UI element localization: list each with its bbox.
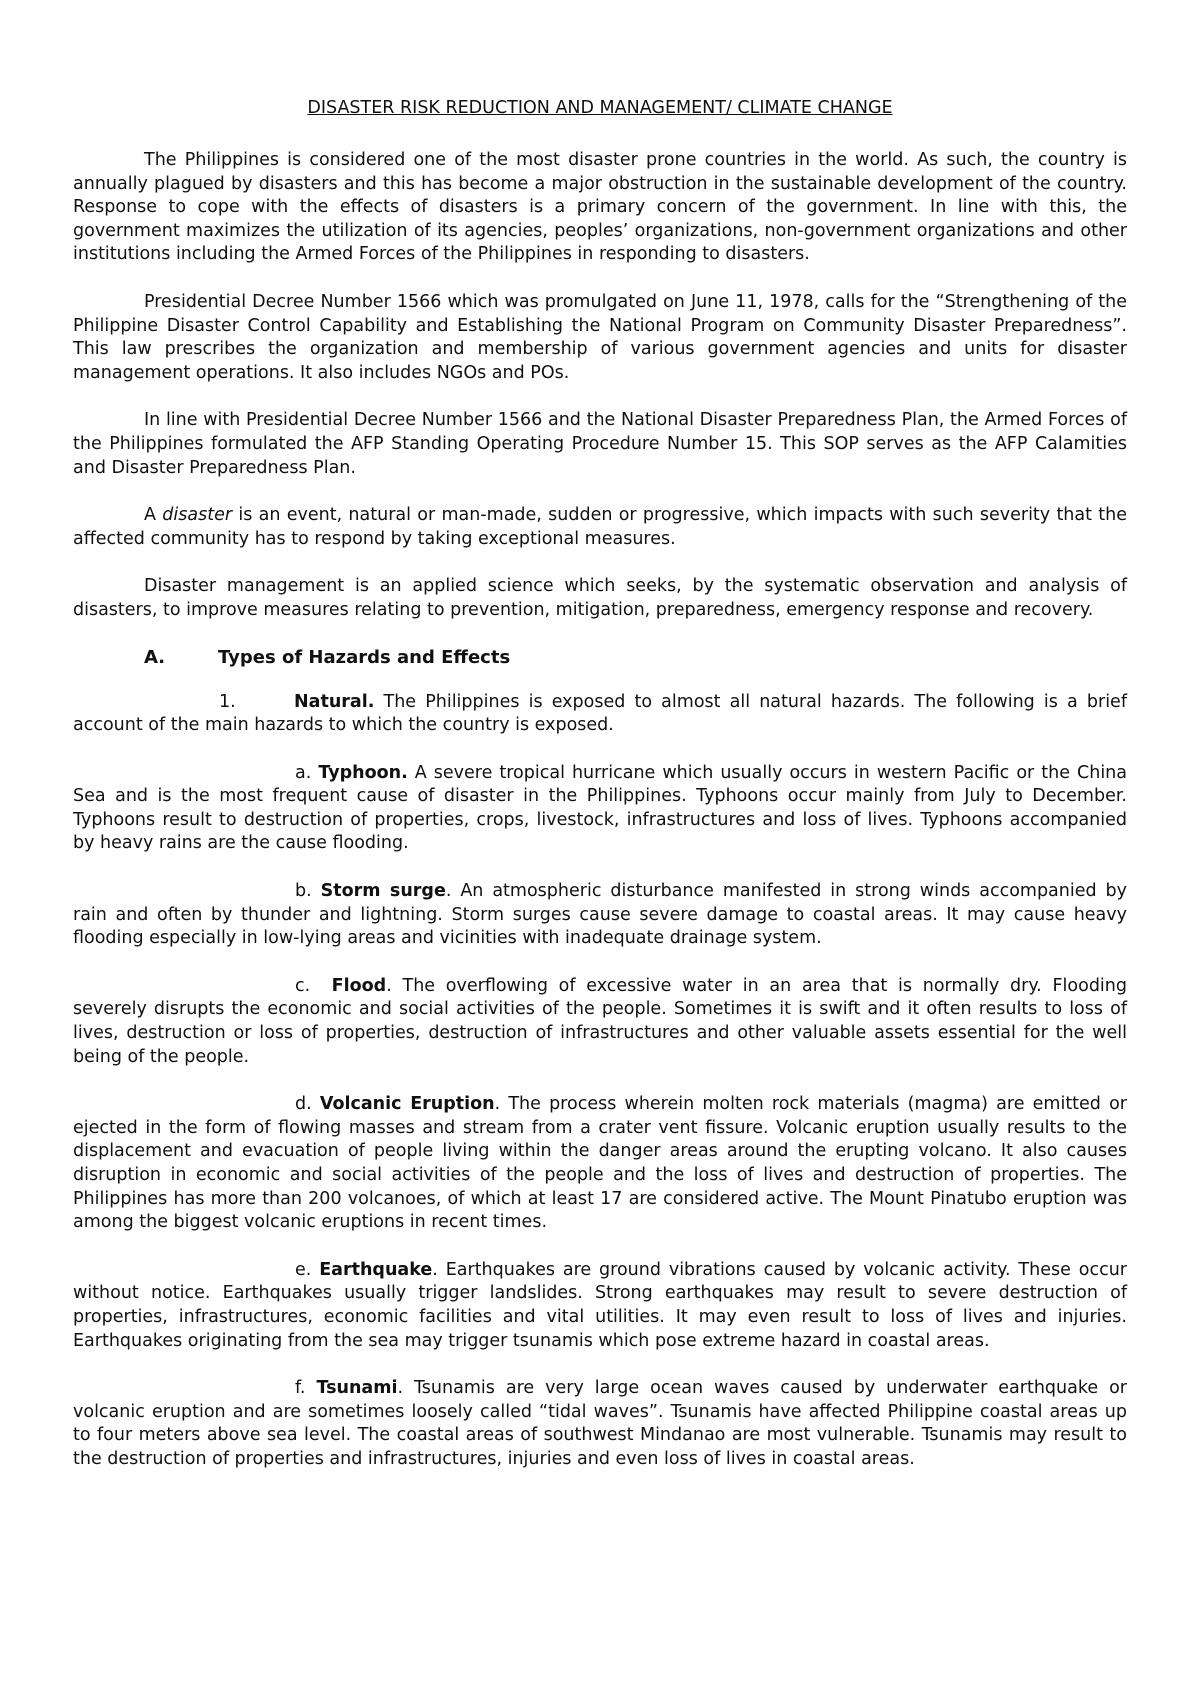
hazard-text: . An atmospheric disturbance manifested in strong winds accompanied by rain and often by thunder and lightning. Storm surges cause severe damage to coastal areas. It may cause heavy flooding especially in low-lying areas and vicinities with inadequate drainage system.	[73, 881, 1128, 949]
hazard-text: . Earthquakes are ground vibrations caused by volcanic activity. These occur without notice. Earthquakes usually trigger landslides. Strong earthquakes may result to severe destruction of properties, infrastructures, economic facilities and vital utilities. It may even result to loss of lives and injuries. Earthquakes originating from the sea may trigger tsunamis which pose extreme hazard in coastal areas.	[73, 1259, 1127, 1351]
hazard-text: . Tsunamis are very large ocean waves caused by underwater earthquake or volcanic eruption and are sometimes loosely called “tidal waves”. Tsunamis have affected Philippine coastal areas up to four meters above sea level. The coastal areas of southwest Mindanao are most vulnerable. Tsunamis may result to the destruction of properties and infrastructures, injuries and even loss of lives in coastal areas.	[73, 1378, 1128, 1469]
disaster-definition-text: is an event, natural or man-made, sudden or progressive, which impacts with such severity that the affected community has to respond by taking exceptional measures.	[73, 505, 1127, 549]
section-a-title: Types of Hazards and Effects	[218, 646, 511, 668]
hazard-text: . The process wherein molten rock materials (magma) are emitted or ejected in the form of flowing masses and stream from a crater vent fissure. Volcanic eruption usually results to the displacement and evacuation of people living within the danger areas around the erupting volcano. It also causes disruption in economic and social activities of the people and the loss of lives and destruction of properties. The Philippines has more than 200 volcanoes, of which at least 17 are considered active. The Mount Pinatubo eruption was among the biggest volcanic eruptions in recent times.	[73, 1094, 1127, 1233]
hazard-storm-surge	[73, 880, 1127, 951]
hazard-marker: f.	[295, 1378, 317, 1399]
hazard-typhoon	[73, 762, 1127, 856]
hazard-name: Typhoon.	[318, 762, 408, 783]
intro-paragraph-philippines: The Philippines is considered one of the most disaster prone countries in the world. As such, the country is annually plagued by disasters and this has become a major obstruction in the sustainable development of the country. Response to cope with the effects of disasters is a primary concern of the government. In line with this, the government maximizes the utilization of its agencies, peoples’ organizations, non-government organizations and other institutions including the Armed Forces of the Philippines in responding to disasters.	[73, 150, 1127, 265]
section-a-letter: A.	[144, 646, 166, 668]
disaster-definition-prefix: A	[144, 505, 163, 526]
hazard-text: . The overflowing of excessive water in an area that is normally dry. Flooding severely disrupts the economic and social activities of the people. Sometimes it is swift and it often results to loss of lives, destruction or loss of properties, destruction of infrastructures and other valuable assets essential for the well being of the people.	[73, 975, 1127, 1067]
hazard-name: Flood	[331, 975, 387, 996]
hazard-marker: b.	[295, 881, 321, 902]
natural-hazards-paragraph	[73, 691, 1127, 738]
hazard-tsunami	[73, 1377, 1127, 1471]
hazard-name: Volcanic Eruption	[319, 1094, 495, 1115]
hazard-name: Storm surge	[320, 881, 446, 902]
natural-number: 1.	[219, 691, 236, 712]
intro-paragraph-pd1566: Presidential Decree Number 1566 which was promulgated on June 11, 1978, calls for the “Strengthening of the Philippine Disaster Control Capability and Establishing the National Program on Community Disaster Preparedness”. This law prescribes the organization and membership of various government agencies and units for disaster management operations. It also includes NGOs and POs.	[73, 291, 1127, 383]
section-a-heading	[73, 647, 1127, 668]
hazard-earthquake	[73, 1259, 1127, 1353]
hazard-marker: d.	[295, 1094, 320, 1115]
hazard-marker: c.	[295, 975, 332, 996]
hazard-name: Earthquake	[319, 1259, 433, 1280]
hazard-text: A severe tropical hurricane which usually occurs in western Pacific or the China Sea and is the most frequent cause of disaster in the Philippines. Typhoons occur mainly from July to December. Typhoons result to destruction of properties, crops, livestock, infrastructures and loss of lives. Typhoons accompanied by heavy rains are the cause flooding.	[73, 762, 1127, 854]
hazard-marker: e.	[295, 1259, 320, 1280]
document-title: DISASTER RISK REDUCTION AND MANAGEMENT/ CLIMATE CHANGE	[307, 98, 893, 118]
hazard-name: Tsunami	[316, 1378, 398, 1399]
natural-label: Natural.	[294, 691, 375, 712]
disaster-term: disaster	[162, 505, 233, 526]
disaster-management-definition: Disaster management is an applied science which seeks, by the systematic observation and analysis of disasters, to improve measures relating to prevention, mitigation, preparedness, emergency response and recovery.	[73, 576, 1127, 620]
disaster-definition	[73, 504, 1127, 551]
intro-paragraph-afp-sop: In line with Presidential Decree Number 1566 and the National Disaster Preparedness Plan, the Armed Forces of the Philippines formulated the AFP Standing Operating Procedure Number 15. This SOP serves as the AFP Calamities and Disaster Preparedness Plan.	[73, 410, 1127, 478]
hazard-flood	[73, 975, 1127, 1069]
hazard-marker: a.	[295, 762, 319, 783]
hazard-volcanic-eruption	[73, 1093, 1127, 1235]
natural-text: The Philippines is exposed to almost all natural hazards. The following is a brief account of the main hazards to which the country is exposed.	[73, 691, 1127, 736]
